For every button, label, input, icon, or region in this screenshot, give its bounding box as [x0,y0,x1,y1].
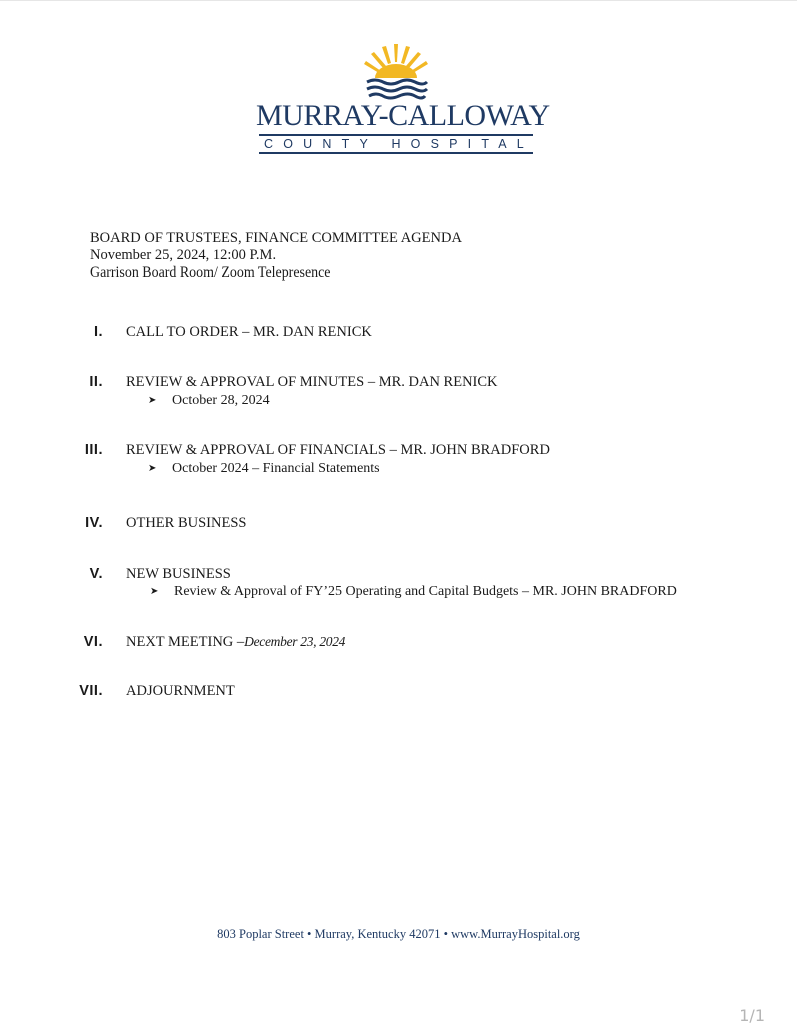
page-indicator: 1/1 [739,1006,765,1025]
arrow-bullet-icon: ➤ [148,395,157,406]
sun-waves-icon [361,44,431,102]
logo-brand-name: MURRAY-CALLOWAY [256,99,550,132]
logo-rule-bottom [259,152,533,154]
meeting-location: Garrison Board Room/ Zoom Telepresence [90,264,331,281]
next-meeting-date: December 23, 2024 [244,634,346,649]
agenda-numeral: V. [89,566,103,582]
logo-subtitle: COUNTY HOSPITAL [264,137,534,151]
meeting-date: November 25, 2024, 12:00 P.M. [90,247,277,263]
agenda-numeral: IV. [85,515,103,531]
agenda-sub-item [148,461,380,477]
sub-item-text: October 2024 – Financial Statements [172,461,380,476]
agenda-label: OTHER BUSINESS [126,515,247,531]
agenda-label [126,634,345,651]
agenda-numeral: VI. [83,634,103,650]
hospital-address-footer: 803 Poplar Street • Murray, Kentucky 42071 • www.MurrayHospital.org [217,927,580,941]
agenda-sub-item [150,584,677,600]
agenda-label-text: NEXT MEETING – [126,634,245,650]
agenda-sub-item [148,393,270,409]
agenda-numeral: VII. [79,683,103,699]
agenda-numeral: III. [84,442,103,458]
agenda-label: CALL TO ORDER – MR. DAN RENICK [126,324,372,340]
page-top-edge [0,0,797,1]
agenda-label: REVIEW & APPROVAL OF MINUTES – MR. DAN RENICK [126,374,498,390]
agenda-label: ADJOURNMENT [126,683,235,699]
hospital-logo [256,44,550,156]
agenda-numeral: I. [93,324,103,340]
arrow-bullet-icon: ➤ [150,586,159,597]
agenda-numeral: II. [89,374,103,390]
arrow-bullet-icon: ➤ [148,463,157,474]
agenda-label: REVIEW & APPROVAL OF FINANCIALS – MR. JOHN BRADFORD [126,442,550,458]
sub-item-text: Review & Approval of FY’25 Operating and Capital Budgets – MR. JOHN BRADFORD [174,584,677,599]
agenda-heading [90,230,462,282]
agenda-label: NEW BUSINESS [126,566,231,582]
agenda-title: BOARD OF TRUSTEES, FINANCE COMMITTEE AGENDA [90,230,462,246]
sub-item-text: October 28, 2024 [172,393,270,408]
